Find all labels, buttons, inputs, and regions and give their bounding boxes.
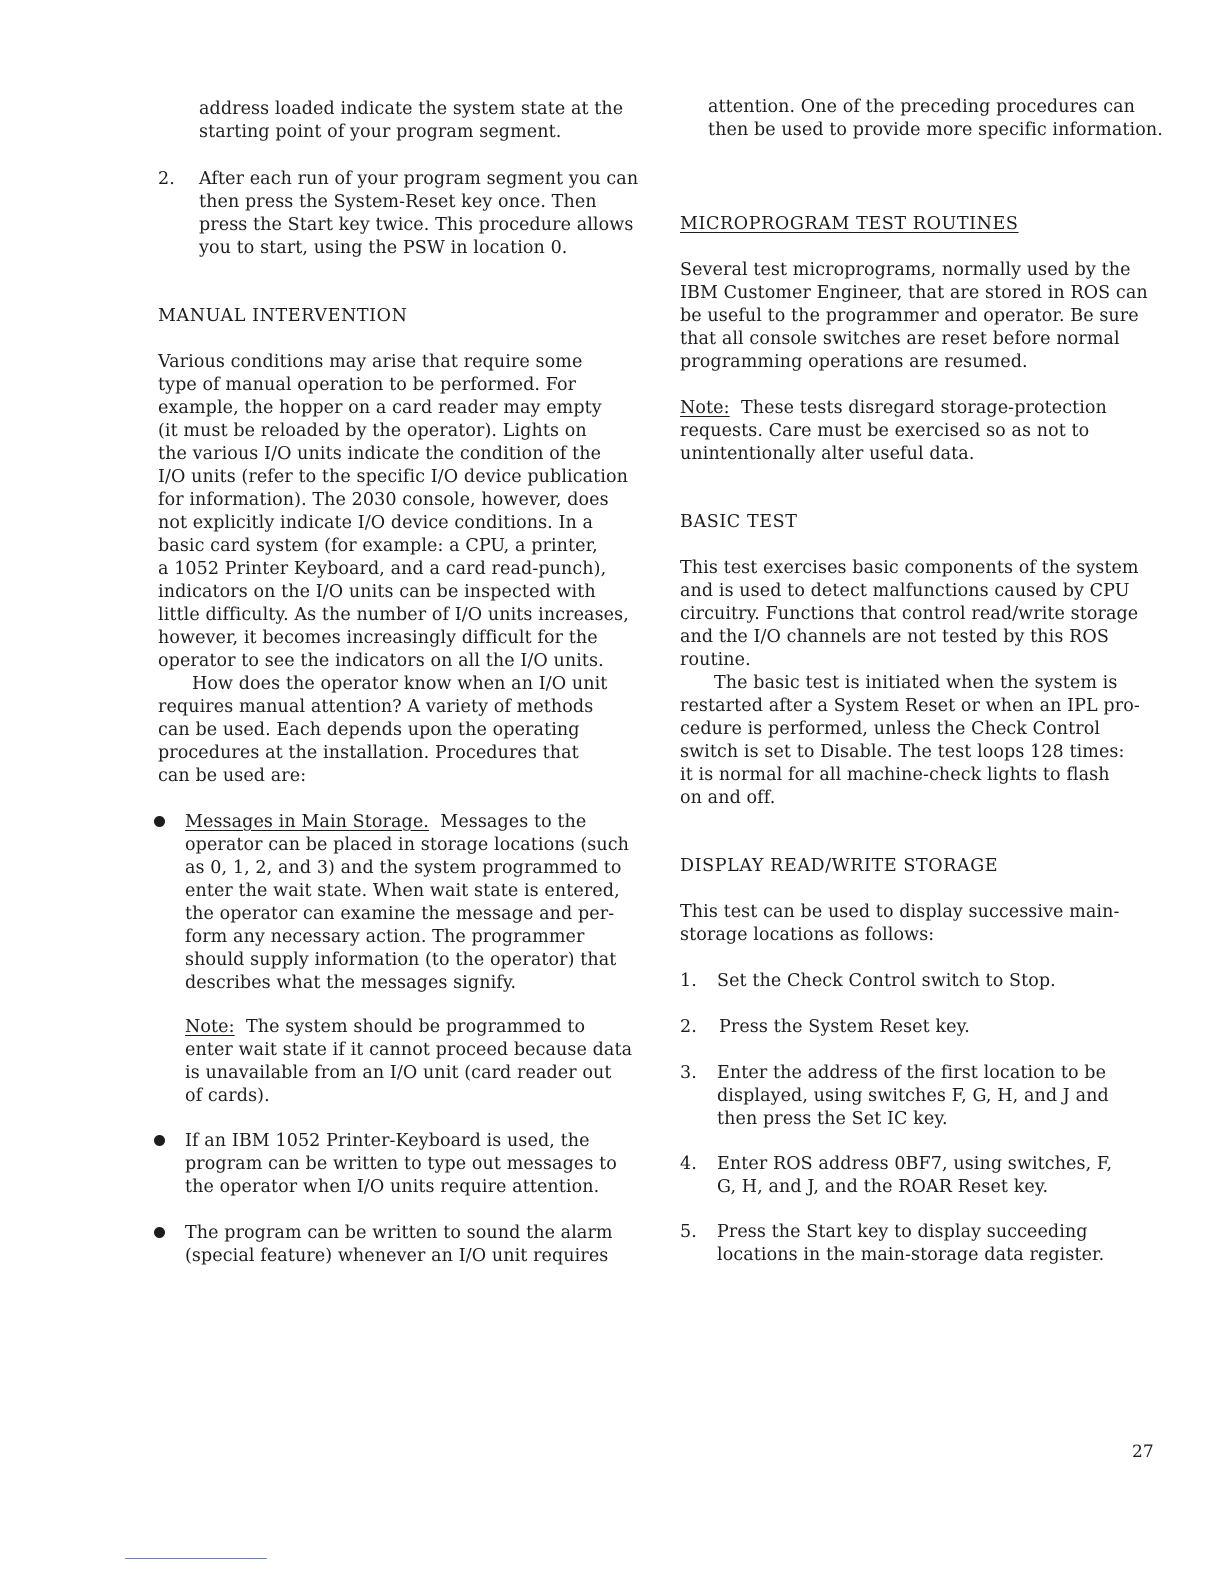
item-text	[199, 168, 659, 260]
text-line: If an IBM 1052 Printer-Keyboard is used, the	[185, 1131, 590, 1151]
text-line: on and off.	[680, 788, 776, 808]
text-line: is unavailable from an I/O unit (card reader out	[185, 1063, 612, 1083]
note-storage-protection	[680, 397, 1180, 466]
footer-rule	[125, 1558, 267, 1559]
text-line: Enter the address of the first location to be	[717, 1063, 1107, 1083]
text-line: that all console switches are reset before normal	[680, 329, 1120, 349]
text-line: type of manual operation to be performed. For	[158, 375, 577, 395]
text-line: a 1052 Printer Keyboard, and a card read-punch),	[158, 559, 607, 579]
step-number: 4.	[680, 1154, 697, 1174]
section-heading-display-read-write-storage: DISPLAY READ/WRITE STORAGE	[680, 856, 999, 876]
bullet-icon	[154, 816, 165, 827]
step-text	[717, 970, 1177, 993]
display-paragraph	[680, 901, 1180, 947]
text-line: locations in the main-storage data register.	[717, 1245, 1105, 1265]
text-line: enter wait state if it cannot proceed because data	[185, 1040, 633, 1060]
text-line: This test can be used to display successive main-	[680, 902, 1120, 922]
right-continuation	[708, 96, 1180, 142]
text-line: then be used to provide more specific information.	[708, 120, 1163, 140]
note-rest: These tests disregard storage-protection	[729, 398, 1107, 418]
text-line: not explicitly indicate I/O device conditions. In a	[158, 513, 594, 533]
text-line: enter the wait state. When wait state is entered,	[185, 881, 620, 901]
text-line: attention. One of the preceding procedures can	[708, 97, 1136, 117]
text-line: form any necessary action. The programmer	[185, 927, 585, 947]
text-line: the operator when I/O units require attention.	[185, 1177, 600, 1197]
text-line: then press the System-Reset key once. Then	[199, 192, 597, 212]
step-text	[717, 1153, 1177, 1199]
manual-paragraph-2	[158, 673, 658, 788]
text-line: operator to see the indicators on all the I/O units.	[158, 651, 604, 671]
text-line: The basic test is initiated when the system is	[714, 673, 1118, 693]
text-line: Press the Start key to display succeeding	[717, 1222, 1088, 1242]
section-heading-microprogram-test-routines: MICROPROGRAM TEST ROUTINES	[680, 214, 1019, 234]
item-number: 2.	[158, 169, 175, 189]
step-number: 3.	[680, 1063, 697, 1083]
note-label: Note:	[680, 398, 730, 418]
text-line: program can be written to type out messages to	[185, 1154, 617, 1174]
text-line	[185, 1016, 658, 1039]
text-line: and is used to detect malfunctions caused by CPU	[680, 581, 1130, 601]
note-label: Note:	[185, 1017, 235, 1037]
intro-continuation	[199, 98, 658, 144]
text-line: requires manual attention? A variety of methods	[158, 697, 594, 717]
bullet-title: Messages in Main Storage.	[185, 812, 429, 832]
bullet-title-rest: Messages to the	[428, 812, 587, 832]
text-line: cedure is performed, unless the Check Control	[680, 719, 1101, 739]
text-line: programming operations are resumed.	[680, 352, 1028, 372]
text-line: indicators on the I/O units can be inspected with	[158, 582, 596, 602]
text-line: Various conditions may arise that require some	[158, 352, 583, 372]
text-line: circuitry. Functions that control read/write storage	[680, 604, 1139, 624]
text-line: address loaded indicate the system state at the	[199, 99, 624, 119]
text-line: How does the operator know when an I/O unit	[192, 674, 608, 694]
text-line: IBM Customer Engineer, that are stored in ROS can	[680, 283, 1148, 303]
step-number: 1.	[680, 971, 697, 991]
microprogram-paragraph	[680, 259, 1180, 374]
text-line: operator can be placed in storage locations (such	[185, 835, 630, 855]
basic-test-paragraph-2	[680, 672, 1180, 810]
text-line: The program can be written to sound the alarm	[185, 1223, 613, 1243]
note-system-wait	[185, 1016, 658, 1108]
text-line: unintentionally alter useful data.	[680, 444, 975, 464]
text-line: press the Start key twice. This procedure allows	[199, 215, 634, 235]
text-line: Several test microprograms, normally used by the	[680, 260, 1131, 280]
text-line: procedures at the installation. Procedures that	[158, 743, 579, 763]
text-line: Set the Check Control switch to Stop.	[717, 971, 1056, 991]
text-line: G, H, and J, and the ROAR Reset key.	[717, 1177, 1049, 1197]
text-line: storage locations as follows:	[680, 925, 935, 945]
text-line: starting point of your program segment.	[199, 122, 562, 142]
page-number: 27	[1132, 1442, 1154, 1462]
text-line: (it must be reloaded by the operator). Lights on	[158, 421, 587, 441]
text-line: basic card system (for example: a CPU, a printer,	[158, 536, 598, 556]
text-line	[185, 811, 655, 834]
text-line: I/O units (refer to the specific I/O device publication	[158, 467, 628, 487]
text-line: After each run of your program segment you can	[199, 169, 639, 189]
text-line: requests. Care must be exercised so as not to	[680, 421, 1090, 441]
text-line: of cards).	[185, 1086, 270, 1106]
text-line: describes what the messages signify.	[185, 973, 517, 993]
text-line: (special feature) whenever an I/O unit requires	[185, 1246, 609, 1266]
text-line: should supply information (to the operator) that	[185, 950, 617, 970]
text-line: little difficulty. As the number of I/O units increases,	[158, 605, 629, 625]
section-heading-basic-test: BASIC TEST	[680, 512, 798, 532]
text-line: can be used. Each depends upon the operating	[158, 720, 580, 740]
text-line: the operator can examine the message and per-	[185, 904, 615, 924]
text-line: the various I/O units indicate the condition of the	[158, 444, 602, 464]
bullet-text	[185, 1222, 655, 1268]
step-number: 2.	[680, 1017, 697, 1037]
bullet-icon	[154, 1135, 165, 1146]
bullet-text	[185, 1130, 655, 1199]
text-line: be useful to the programmer and operator. Be sure	[680, 306, 1139, 326]
manual-paragraph-1	[158, 351, 658, 673]
note-rest: The system should be programmed to	[234, 1017, 586, 1037]
text-line: This test exercises basic components of the system	[680, 558, 1139, 578]
text-line: and the I/O channels are not tested by this ROS	[680, 627, 1109, 647]
text-line: Press the System Reset key.	[719, 1017, 970, 1037]
text-line: as 0, 1, 2, and 3) and the system programmed to	[185, 858, 622, 878]
basic-test-paragraph-1	[680, 557, 1180, 672]
text-line: however, it becomes increasingly difficult for the	[158, 628, 598, 648]
step-number: 5.	[680, 1222, 697, 1242]
step-text	[717, 1221, 1177, 1267]
step-text	[717, 1062, 1177, 1131]
bullet-icon	[154, 1227, 165, 1238]
step-text	[719, 1016, 1179, 1039]
text-line: switch is set to Disable. The test loops 128 times:	[680, 742, 1125, 762]
text-line: can be used are:	[158, 766, 307, 786]
text-line: for information). The 2030 console, however, does	[158, 490, 609, 510]
text-line: you to start, using the PSW in location 0.	[199, 238, 568, 258]
text-line: example, the hopper on a card reader may empty	[158, 398, 602, 418]
bullet-text	[185, 811, 655, 995]
section-heading-manual-intervention: MANUAL INTERVENTION	[158, 306, 408, 326]
text-line: then press the Set IC key.	[717, 1109, 948, 1129]
text-line: restarted after a System Reset or when an IPL pro-	[680, 696, 1140, 716]
text-line	[680, 397, 1180, 420]
text-line: Enter ROS address 0BF7, using switches, F,	[717, 1154, 1113, 1174]
text-line: displayed, using switches F, G, H, and J and	[717, 1086, 1109, 1106]
text-line: routine.	[680, 650, 751, 670]
text-line: it is normal for all machine-check lights to flash	[680, 765, 1110, 785]
